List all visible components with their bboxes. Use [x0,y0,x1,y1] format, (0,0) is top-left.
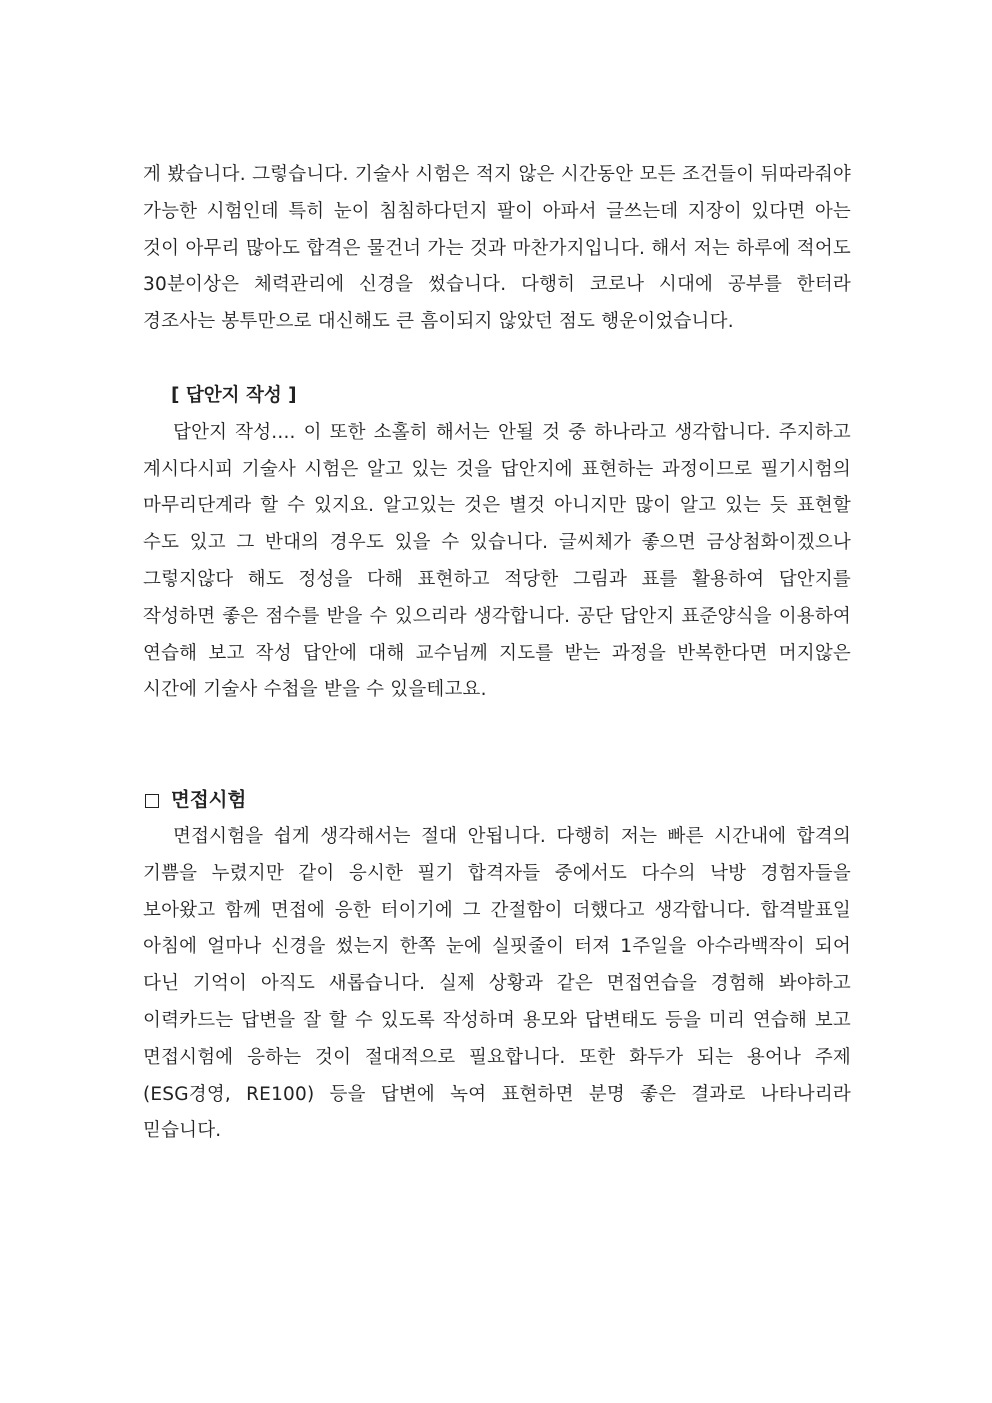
spacer [143,341,851,378]
interview-heading-label: 면접시험 [171,788,247,812]
answer-sheet-heading: [ 답안지 작성 ] [171,384,297,406]
interview-paragraph: 면접시험을 쉽게 생각해서는 절대 안됩니다. 다행히 저는 빠른 시간내에 합격의 기쁨을 누렸지만 같이 응시한 필기 합격자들 중에서도 다수의 낙방 경험자들을 보아왔고 함께 면접에 응한 터이기에 그 간절함이 더했다고 생각합니다. 합격발표일 아침에 얼마나 신경을 썼는지 한쪽 눈에 실핏줄이 터져 1주일을 아수라백작이 되어 다닌 기억이 아직도 새롭습니다. 실제 상황과 같은 면접연습을 경험해 봐야하고 이력카드는 답변을 잘 할 수 있도록 작성하며 용모와 답변태도 등을 미리 연습해 보고 면접시험에 응하는 것이 절대적으로 필요합니다. 또한 화두가 되는 용어나 주제(ESG경영, RE100) 등을 답변에 녹여 표현하면 분명 좋은 결과로 나타나리라 믿습니다. [143,825,851,1142]
document-page [143,157,851,1150]
answer-sheet-paragraph: 답안지 작성.... 이 또한 소홀히 해서는 안될 것 중 하나라고 생각합니다. 주지하고 계시다시피 기술사 시험은 알고 있는 것을 답안지에 표현하는 과정이므로 필기시험의 마무리단계라 할 수 있지요. 알고있는 것은 별것 아니지만 많이 알고 있는 듯 표현할 수도 있고 그 반대의 경우도 있을 수 있습니다. 글씨체가 좋으면 금상첨화이겠으나 그렇지않다 해도 정성을 다해 표현하고 적당한 그림과 표를 활용하여 답안지를 작성하면 좋은 점수를 받을 수 있으리라 생각합니다. 공단 답안지 표준양식을 이용하여 연습해 보고 작성 답안에 대해 교수님께 지도를 받는 과정을 반복한다면 머지않은 시간에 기술사 수첩을 받을 수 있을테고요. [143,421,851,701]
spacer [143,709,851,782]
interview-heading [143,782,851,819]
square-bullet-icon [145,794,159,808]
intro-paragraph: 게 봤습니다. 그렇습니다. 기술사 시험은 적지 않은 시간동안 모든 조건들이 뒤따라줘야 가능한 시험인데 특히 눈이 침침하다던지 팔이 아파서 글쓰는데 지장이 있다면 아는 것이 아무리 많아도 합격은 물건너 가는 것과 마찬가지입니다. 해서 저는 하루에 적어도 30분이상은 체력관리에 신경을 썼습니다. 다행히 코로나 시대에 공부를 한터라 경조사는 봉투만으로 대신해도 큰 흠이되지 않았던 점도 행운이었습니다. [143,164,851,333]
